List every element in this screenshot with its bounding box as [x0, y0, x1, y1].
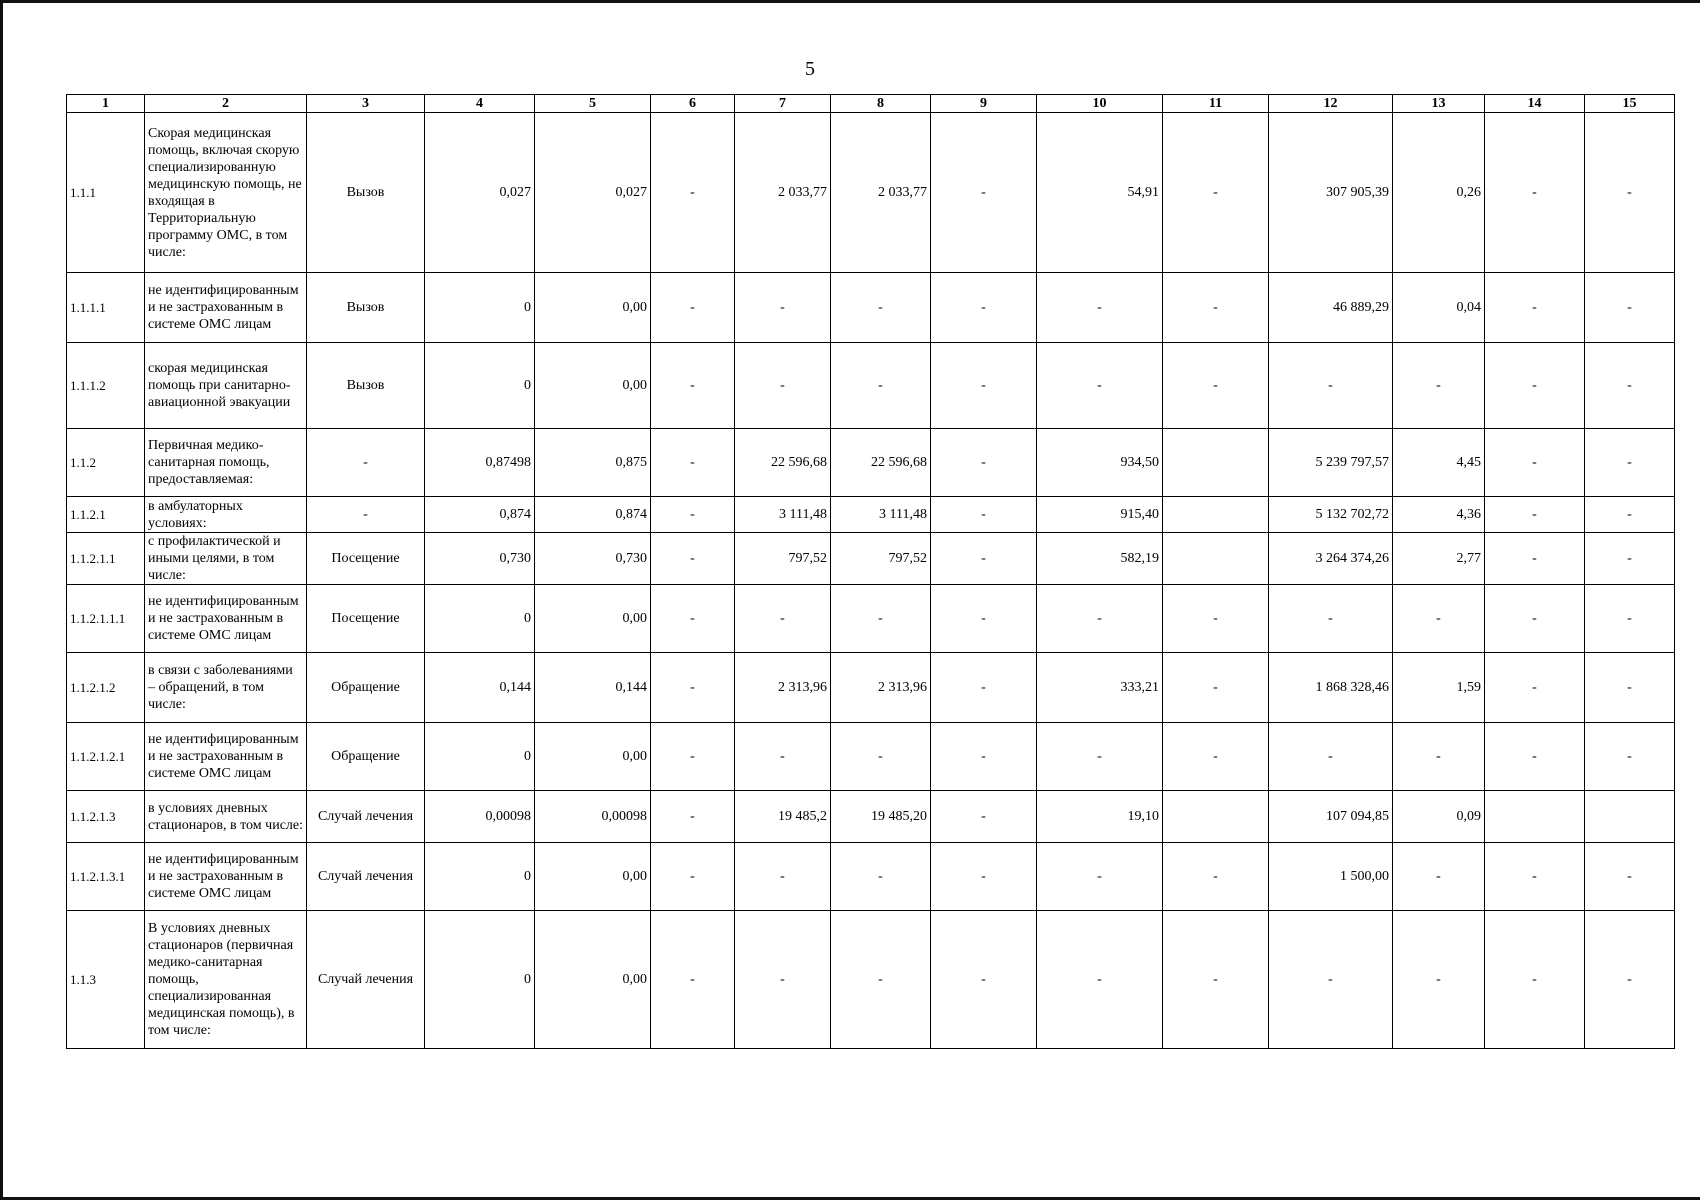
cell-col-13: 2,77 [1393, 533, 1485, 585]
unit-of-measure: Посещение [307, 533, 425, 585]
cell-col-8: 19 485,20 [831, 791, 931, 843]
cell-col-7: 797,52 [735, 533, 831, 585]
cell-col-7: 22 596,68 [735, 429, 831, 497]
cell-col-11: - [1163, 723, 1269, 791]
cell-col-5: 0,144 [535, 653, 651, 723]
cell-col-12: - [1269, 723, 1393, 791]
cell-col-9: - [931, 273, 1037, 343]
table-row [67, 585, 1675, 653]
cell-col-8: - [831, 723, 931, 791]
cell-col-6: - [651, 533, 735, 585]
cell-col-13: - [1393, 843, 1485, 911]
cell-col-15: - [1585, 911, 1675, 1049]
cell-col-15: - [1585, 273, 1675, 343]
unit-of-measure: Случай лечения [307, 791, 425, 843]
cell-col-6: - [651, 343, 735, 429]
cell-col-4: 0,87498 [425, 429, 535, 497]
page-number: 5 [805, 58, 815, 80]
row-description: в условиях дневных стационаров, в том числе: [145, 791, 307, 843]
cell-col-5: 0,00 [535, 585, 651, 653]
cell-col-9: - [931, 533, 1037, 585]
row-description: не идентифицированным и не застрахованным в системе ОМС лицам [145, 585, 307, 653]
table-row [67, 791, 1675, 843]
cell-col-6: - [651, 723, 735, 791]
cell-col-6: - [651, 429, 735, 497]
row-description: В условиях дневных стационаров (первичная медико-санитарная помощь, специализированная медицинская помощь), в том числе: [145, 911, 307, 1049]
cell-col-11: - [1163, 273, 1269, 343]
cell-col-4: 0,874 [425, 497, 535, 533]
cell-col-11: - [1163, 911, 1269, 1049]
unit-of-measure: Вызов [307, 343, 425, 429]
cell-col-10: 915,40 [1037, 497, 1163, 533]
cell-col-6: - [651, 113, 735, 273]
cell-col-7: - [735, 585, 831, 653]
row-description: с профилактической и иными целями, в том числе: [145, 533, 307, 585]
cell-col-8: - [831, 273, 931, 343]
cell-col-7: - [735, 723, 831, 791]
cell-col-12: 307 905,39 [1269, 113, 1393, 273]
unit-of-measure: Случай лечения [307, 843, 425, 911]
cell-col-10: 54,91 [1037, 113, 1163, 273]
table-row [67, 497, 1675, 533]
cell-col-9: - [931, 113, 1037, 273]
cell-col-9: - [931, 343, 1037, 429]
unit-of-measure: Посещение [307, 585, 425, 653]
cell-col-9: - [931, 653, 1037, 723]
cell-col-14: - [1485, 843, 1585, 911]
row-code: 1.1.2.1.3.1 [67, 843, 145, 911]
cell-col-14: - [1485, 585, 1585, 653]
cell-col-9: - [931, 497, 1037, 533]
row-code: 1.1.3 [67, 911, 145, 1049]
cell-col-14: - [1485, 497, 1585, 533]
cell-col-13: - [1393, 343, 1485, 429]
cell-col-4: 0 [425, 343, 535, 429]
cell-col-15: - [1585, 653, 1675, 723]
row-description: в связи с заболеваниями – обращений, в том числе: [145, 653, 307, 723]
row-description: не идентифицированным и не застрахованным в системе ОМС лицам [145, 723, 307, 791]
row-code: 1.1.1.2 [67, 343, 145, 429]
row-code: 1.1.2.1.3 [67, 791, 145, 843]
cell-col-12: 5 239 797,57 [1269, 429, 1393, 497]
cell-col-9: - [931, 723, 1037, 791]
row-description: не идентифицированным и не застрахованным в системе ОМС лицам [145, 843, 307, 911]
table-row [67, 533, 1675, 585]
cell-col-15: - [1585, 585, 1675, 653]
header-row [67, 95, 1675, 113]
column-header-3: 3 [307, 95, 425, 113]
cell-col-5: 0,00 [535, 273, 651, 343]
cell-col-6: - [651, 653, 735, 723]
cell-col-5: 0,00 [535, 723, 651, 791]
cell-col-5: 0,00 [535, 843, 651, 911]
unit-of-measure: Вызов [307, 113, 425, 273]
cell-col-11: - [1163, 113, 1269, 273]
cell-col-11: - [1163, 343, 1269, 429]
cell-col-7: 3 111,48 [735, 497, 831, 533]
row-description: Скорая медицинская помощь, включая скорую специализированную медицинскую помощь, не входящая в Территориальную программу ОМС, в том числе: [145, 113, 307, 273]
cell-col-5: 0,00 [535, 911, 651, 1049]
cell-col-4: 0 [425, 585, 535, 653]
page-top-border [0, 0, 1700, 3]
cell-col-8: 3 111,48 [831, 497, 931, 533]
cell-col-13: - [1393, 911, 1485, 1049]
unit-of-measure: - [307, 429, 425, 497]
row-code: 1.1.1.1 [67, 273, 145, 343]
cell-col-5: 0,874 [535, 497, 651, 533]
unit-of-measure: Обращение [307, 723, 425, 791]
cell-col-4: 0 [425, 273, 535, 343]
cell-col-6: - [651, 911, 735, 1049]
cell-col-4: 0,00098 [425, 791, 535, 843]
column-header-8: 8 [831, 95, 931, 113]
row-description: не идентифицированным и не застрахованным в системе ОМС лицам [145, 273, 307, 343]
cell-col-8: 2 313,96 [831, 653, 931, 723]
column-header-15: 15 [1585, 95, 1675, 113]
column-header-4: 4 [425, 95, 535, 113]
cell-col-14: - [1485, 653, 1585, 723]
cell-col-11 [1163, 497, 1269, 533]
cell-col-4: 0,730 [425, 533, 535, 585]
cell-col-7: - [735, 343, 831, 429]
column-header-1: 1 [67, 95, 145, 113]
cell-col-12: - [1269, 585, 1393, 653]
cell-col-13: - [1393, 585, 1485, 653]
cell-col-12: 107 094,85 [1269, 791, 1393, 843]
table-row [67, 653, 1675, 723]
cell-col-5: 0,875 [535, 429, 651, 497]
cell-col-13: 1,59 [1393, 653, 1485, 723]
cell-col-14: - [1485, 273, 1585, 343]
cell-col-12: 3 264 374,26 [1269, 533, 1393, 585]
cell-col-4: 0,027 [425, 113, 535, 273]
row-description: в амбулаторных условиях: [145, 497, 307, 533]
row-description: скорая медицинская помощь при санитарно-авиационной эвакуации [145, 343, 307, 429]
column-header-11: 11 [1163, 95, 1269, 113]
column-header-13: 13 [1393, 95, 1485, 113]
cell-col-11 [1163, 429, 1269, 497]
table-row [67, 113, 1675, 273]
page-left-border [0, 0, 3, 1200]
cell-col-10: - [1037, 343, 1163, 429]
cell-col-6: - [651, 843, 735, 911]
cell-col-6: - [651, 273, 735, 343]
column-header-6: 6 [651, 95, 735, 113]
cell-col-12: 1 868 328,46 [1269, 653, 1393, 723]
unit-of-measure: - [307, 497, 425, 533]
column-header-10: 10 [1037, 95, 1163, 113]
row-code: 1.1.2.1.1.1 [67, 585, 145, 653]
row-code: 1.1.2.1.2 [67, 653, 145, 723]
cell-col-10: - [1037, 723, 1163, 791]
cell-col-9: - [931, 429, 1037, 497]
cell-col-6: - [651, 791, 735, 843]
cell-col-9: - [931, 585, 1037, 653]
row-code: 1.1.2 [67, 429, 145, 497]
cell-col-8: - [831, 843, 931, 911]
cell-col-8: - [831, 911, 931, 1049]
cell-col-12: - [1269, 343, 1393, 429]
cell-col-7: 2 033,77 [735, 113, 831, 273]
cell-col-7: - [735, 273, 831, 343]
cell-col-12: 5 132 702,72 [1269, 497, 1393, 533]
table-row [67, 723, 1675, 791]
cell-col-14: - [1485, 429, 1585, 497]
cell-col-5: 0,730 [535, 533, 651, 585]
cell-col-15 [1585, 791, 1675, 843]
cell-col-15: - [1585, 723, 1675, 791]
row-code: 1.1.2.1 [67, 497, 145, 533]
table-body [67, 113, 1675, 1049]
data-table [66, 94, 1675, 1049]
table-row [67, 429, 1675, 497]
cell-col-4: 0,144 [425, 653, 535, 723]
cell-col-15: - [1585, 429, 1675, 497]
cell-col-7: - [735, 843, 831, 911]
cell-col-10: - [1037, 843, 1163, 911]
table-row [67, 911, 1675, 1049]
row-description: Первичная медико-санитарная помощь, предоставляемая: [145, 429, 307, 497]
cell-col-14: - [1485, 533, 1585, 585]
cell-col-11: - [1163, 653, 1269, 723]
unit-of-measure: Случай лечения [307, 911, 425, 1049]
cell-col-14: - [1485, 911, 1585, 1049]
cell-col-9: - [931, 911, 1037, 1049]
cell-col-7: 2 313,96 [735, 653, 831, 723]
column-header-14: 14 [1485, 95, 1585, 113]
cell-col-5: 0,00 [535, 343, 651, 429]
cell-col-15: - [1585, 533, 1675, 585]
cell-col-8: - [831, 343, 931, 429]
column-header-7: 7 [735, 95, 831, 113]
cell-col-11: - [1163, 585, 1269, 653]
column-header-12: 12 [1269, 95, 1393, 113]
cell-col-12: 1 500,00 [1269, 843, 1393, 911]
cell-col-15: - [1585, 497, 1675, 533]
cell-col-10: - [1037, 585, 1163, 653]
cell-col-7: 19 485,2 [735, 791, 831, 843]
cell-col-15: - [1585, 343, 1675, 429]
cell-col-14: - [1485, 113, 1585, 273]
column-header-2: 2 [145, 95, 307, 113]
cell-col-13: 0,09 [1393, 791, 1485, 843]
cell-col-4: 0 [425, 911, 535, 1049]
cell-col-7: - [735, 911, 831, 1049]
cell-col-13: 4,45 [1393, 429, 1485, 497]
cell-col-5: 0,027 [535, 113, 651, 273]
cell-col-14: - [1485, 723, 1585, 791]
cell-col-10: - [1037, 273, 1163, 343]
cell-col-10: 582,19 [1037, 533, 1163, 585]
unit-of-measure: Обращение [307, 653, 425, 723]
column-header-9: 9 [931, 95, 1037, 113]
unit-of-measure: Вызов [307, 273, 425, 343]
cell-col-5: 0,00098 [535, 791, 651, 843]
table-row [67, 343, 1675, 429]
cell-col-11 [1163, 533, 1269, 585]
column-header-5: 5 [535, 95, 651, 113]
cell-col-14: - [1485, 343, 1585, 429]
cell-col-10: 333,21 [1037, 653, 1163, 723]
row-code: 1.1.1 [67, 113, 145, 273]
cell-col-9: - [931, 791, 1037, 843]
cell-col-10: 934,50 [1037, 429, 1163, 497]
cell-col-8: - [831, 585, 931, 653]
row-code: 1.1.2.1.1 [67, 533, 145, 585]
cell-col-4: 0 [425, 723, 535, 791]
cell-col-12: 46 889,29 [1269, 273, 1393, 343]
cell-col-11: - [1163, 843, 1269, 911]
cell-col-4: 0 [425, 843, 535, 911]
row-code: 1.1.2.1.2.1 [67, 723, 145, 791]
cell-col-6: - [651, 585, 735, 653]
cell-col-12: - [1269, 911, 1393, 1049]
cell-col-15: - [1585, 843, 1675, 911]
cell-col-9: - [931, 843, 1037, 911]
cell-col-8: 797,52 [831, 533, 931, 585]
cell-col-13: 0,26 [1393, 113, 1485, 273]
cell-col-11 [1163, 791, 1269, 843]
table-row [67, 273, 1675, 343]
cell-col-8: 2 033,77 [831, 113, 931, 273]
table-row [67, 843, 1675, 911]
cell-col-10: - [1037, 911, 1163, 1049]
cell-col-13: 4,36 [1393, 497, 1485, 533]
cell-col-8: 22 596,68 [831, 429, 931, 497]
cell-col-10: 19,10 [1037, 791, 1163, 843]
cell-col-13: 0,04 [1393, 273, 1485, 343]
cell-col-13: - [1393, 723, 1485, 791]
cell-col-14 [1485, 791, 1585, 843]
cell-col-6: - [651, 497, 735, 533]
cell-col-15: - [1585, 113, 1675, 273]
